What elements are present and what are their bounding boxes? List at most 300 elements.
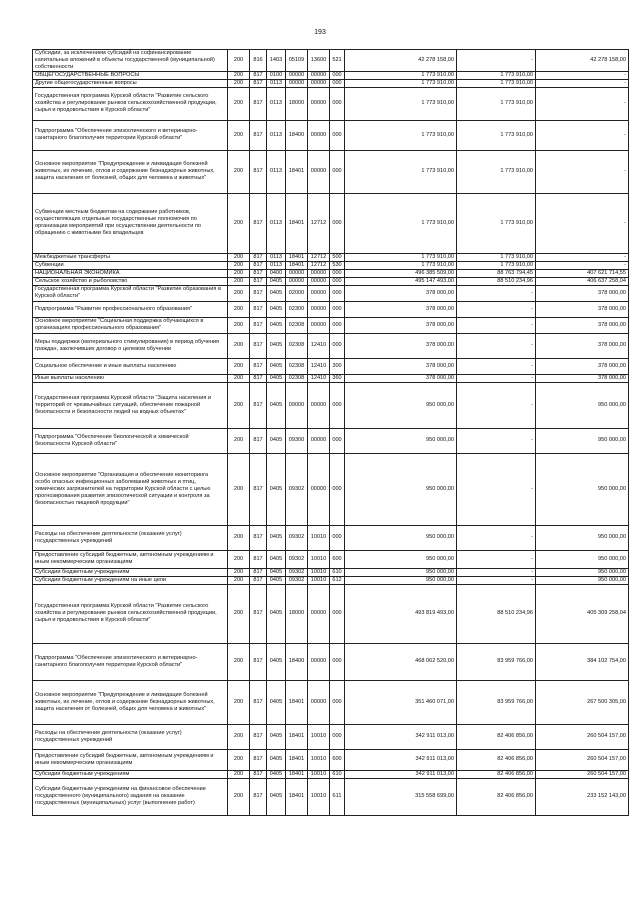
row-sum-regional: 950 000,00 [536, 382, 629, 428]
row-sum-regional: 406 637 258,04 [536, 277, 629, 285]
row-sum-regional: - [536, 193, 629, 253]
row-sum-total: 42 278 158,00 [345, 50, 457, 72]
row-name: Государственная программа Курской области "Развитие образования в Курской области" [33, 285, 228, 301]
row-ministry-code: 200 [228, 277, 250, 285]
row-sum-regional: 950 000,00 [536, 453, 629, 525]
row-target-code-2: 00000 [308, 120, 330, 150]
row-target-code-2: 10010 [308, 525, 330, 550]
row-target-code-2: 10010 [308, 576, 330, 584]
row-sum-regional: 378 000,00 [536, 333, 629, 358]
row-sum-total: 950 000,00 [345, 382, 457, 428]
row-target-code-2: 00000 [308, 428, 330, 453]
row-sum-total: 468 062 520,00 [345, 643, 457, 680]
row-expense-type: 000 [330, 333, 345, 358]
row-name: Иные выплаты населению [33, 374, 228, 382]
row-target-code-2: 12410 [308, 358, 330, 374]
row-name: Субвенции [33, 261, 228, 269]
row-section-code: 0405 [267, 584, 286, 643]
row-sum-regional: 260 504 157,00 [536, 724, 629, 749]
row-section-code: 0405 [267, 770, 286, 778]
row-name: Сельское хозяйство и рыболовство [33, 277, 228, 285]
row-expense-type: 000 [330, 120, 345, 150]
row-target-code-2: 00000 [308, 453, 330, 525]
row-ministry-code: 200 [228, 71, 250, 79]
row-sum-regional: 233 152 143,00 [536, 778, 629, 815]
row-section-code: 1403 [267, 50, 286, 72]
row-section-code: 0405 [267, 428, 286, 453]
row-expense-type: 600 [330, 550, 345, 568]
row-ministry-sub-code: 817 [250, 525, 267, 550]
row-sum-federal: 1 773 910,00 [457, 79, 536, 87]
row-target-code-2: 10010 [308, 550, 330, 568]
row-expense-type: 610 [330, 770, 345, 778]
row-sum-total: 351 460 071,00 [345, 680, 457, 724]
row-sum-total: 1 773 910,00 [345, 150, 457, 193]
row-ministry-sub-code: 817 [250, 79, 267, 87]
row-ministry-sub-code: 817 [250, 770, 267, 778]
row-name: Субсидии бюджетным учреждениям на иные цели [33, 576, 228, 584]
row-target-code-2: 13600 [308, 50, 330, 72]
row-target-code-1: 18401 [286, 253, 308, 261]
row-sum-federal: 83 959 766,00 [457, 680, 536, 724]
row-ministry-sub-code: 817 [250, 269, 267, 277]
row-target-code-1: 09302 [286, 525, 308, 550]
row-ministry-code: 200 [228, 453, 250, 525]
row-section-code: 0405 [267, 568, 286, 576]
table-row [33, 428, 629, 453]
row-expense-type: 000 [330, 87, 345, 120]
row-ministry-sub-code: 817 [250, 382, 267, 428]
row-ministry-sub-code: 817 [250, 584, 267, 643]
row-target-code-2: 00000 [308, 382, 330, 428]
table-row [33, 150, 629, 193]
row-sum-federal: - [457, 285, 536, 301]
row-name: Основное мероприятие "Социальная поддержка обучающихся в организациях профессионального образования" [33, 317, 228, 333]
row-sum-regional: 378 000,00 [536, 358, 629, 374]
row-target-code-2: 00000 [308, 285, 330, 301]
row-ministry-sub-code: 817 [250, 428, 267, 453]
row-sum-total: 950 000,00 [345, 568, 457, 576]
row-target-code-1: 18400 [286, 120, 308, 150]
table-row [33, 724, 629, 749]
table-row [33, 317, 629, 333]
row-sum-federal: - [457, 358, 536, 374]
row-sum-total: 950 000,00 [345, 453, 457, 525]
row-target-code-1: 09300 [286, 428, 308, 453]
row-section-code: 0405 [267, 374, 286, 382]
row-sum-federal: 1 773 910,00 [457, 150, 536, 193]
table-row [33, 643, 629, 680]
row-sum-total: 342 911 013,00 [345, 770, 457, 778]
row-expense-type: 521 [330, 50, 345, 72]
table-row [33, 285, 629, 301]
row-name: Субвенции местным бюджетам на содержание работников, осуществляющих отдельные государственные полномочия по организации мероприятий при осуществлении деятельности по обращению с животными без владельцев [33, 193, 228, 253]
row-sum-total: 950 000,00 [345, 428, 457, 453]
table-row [33, 374, 629, 382]
row-target-code-2: 00000 [308, 277, 330, 285]
row-sum-federal: - [457, 333, 536, 358]
row-expense-type: 000 [330, 584, 345, 643]
row-target-code-1: 09302 [286, 453, 308, 525]
row-sum-federal: - [457, 317, 536, 333]
row-ministry-code: 200 [228, 301, 250, 317]
row-section-code: 0405 [267, 358, 286, 374]
row-section-code: 0113 [267, 261, 286, 269]
row-sum-regional: - [536, 79, 629, 87]
row-target-code-1: 18401 [286, 680, 308, 724]
row-sum-federal: 1 773 910,00 [457, 253, 536, 261]
row-sum-regional: 378 000,00 [536, 374, 629, 382]
row-section-code: 0405 [267, 724, 286, 749]
row-ministry-sub-code: 817 [250, 301, 267, 317]
table-row [33, 333, 629, 358]
row-sum-total: 950 000,00 [345, 525, 457, 550]
row-ministry-sub-code: 817 [250, 150, 267, 193]
row-section-code: 0400 [267, 269, 286, 277]
row-ministry-code: 200 [228, 87, 250, 120]
row-sum-federal: 1 773 910,00 [457, 71, 536, 79]
row-sum-regional: 950 000,00 [536, 428, 629, 453]
row-target-code-2: 10010 [308, 749, 330, 770]
row-expense-type: 000 [330, 71, 345, 79]
row-ministry-code: 200 [228, 285, 250, 301]
row-ministry-code: 200 [228, 50, 250, 72]
row-section-code: 0113 [267, 253, 286, 261]
row-ministry-sub-code: 817 [250, 358, 267, 374]
row-name: Межбюджетные трансферты [33, 253, 228, 261]
row-ministry-sub-code: 817 [250, 680, 267, 724]
row-target-code-2: 00000 [308, 79, 330, 87]
row-target-code-1: 18401 [286, 724, 308, 749]
table-row [33, 301, 629, 317]
row-sum-federal: 1 773 910,00 [457, 87, 536, 120]
row-section-code: 0113 [267, 150, 286, 193]
row-ministry-sub-code: 816 [250, 50, 267, 72]
row-sum-regional: - [536, 71, 629, 79]
row-sum-federal: 88 510 234,96 [457, 584, 536, 643]
row-target-code-1: 00000 [286, 269, 308, 277]
row-sum-total: 496 385 509,00 [345, 269, 457, 277]
row-ministry-code: 200 [228, 333, 250, 358]
row-sum-regional: - [536, 261, 629, 269]
table-row [33, 120, 629, 150]
row-expense-type: 600 [330, 749, 345, 770]
row-sum-total: 950 000,00 [345, 576, 457, 584]
row-sum-total: 1 773 910,00 [345, 87, 457, 120]
row-target-code-1: 00000 [286, 79, 308, 87]
row-ministry-code: 200 [228, 770, 250, 778]
row-ministry-sub-code: 817 [250, 778, 267, 815]
row-section-code: 0113 [267, 79, 286, 87]
row-sum-federal: 82 406 856,00 [457, 770, 536, 778]
row-target-code-2: 12712 [308, 261, 330, 269]
row-sum-total: 378 000,00 [345, 358, 457, 374]
row-sum-federal: 88 763 794,45 [457, 269, 536, 277]
row-sum-total: 378 000,00 [345, 285, 457, 301]
row-expense-type: 611 [330, 778, 345, 815]
row-name: Субсидии бюджетным учреждениям [33, 770, 228, 778]
row-target-code-1: 09302 [286, 576, 308, 584]
row-target-code-1: 05109 [286, 50, 308, 72]
row-sum-regional: - [536, 150, 629, 193]
row-sum-federal: - [457, 301, 536, 317]
row-sum-total: 342 911 013,00 [345, 724, 457, 749]
table-row [33, 261, 629, 269]
row-target-code-1: 18000 [286, 584, 308, 643]
row-expense-type: 610 [330, 568, 345, 576]
row-target-code-1: 02000 [286, 285, 308, 301]
row-section-code: 0405 [267, 285, 286, 301]
row-expense-type: 000 [330, 453, 345, 525]
row-ministry-code: 200 [228, 428, 250, 453]
row-target-code-1: 18401 [286, 193, 308, 253]
table-row [33, 358, 629, 374]
row-section-code: 0405 [267, 301, 286, 317]
row-section-code: 0113 [267, 193, 286, 253]
row-ministry-code: 200 [228, 724, 250, 749]
row-sum-federal: - [457, 576, 536, 584]
row-sum-federal: 1 773 910,00 [457, 193, 536, 253]
row-ministry-sub-code: 817 [250, 87, 267, 120]
row-target-code-2: 00000 [308, 584, 330, 643]
row-name: Субсидии, за исключением субсидий на софинансирование капитальных вложений в объекты государственной (муниципальной) собственности [33, 50, 228, 72]
table-row [33, 453, 629, 525]
row-target-code-1: 18401 [286, 261, 308, 269]
row-sum-regional: 260 504 157,00 [536, 749, 629, 770]
row-expense-type: 000 [330, 643, 345, 680]
row-section-code: 0405 [267, 778, 286, 815]
row-ministry-code: 200 [228, 680, 250, 724]
table-row [33, 71, 629, 79]
row-sum-regional: 384 102 754,00 [536, 643, 629, 680]
row-section-code: 0405 [267, 382, 286, 428]
row-ministry-code: 200 [228, 150, 250, 193]
row-ministry-sub-code: 817 [250, 71, 267, 79]
row-target-code-2: 00000 [308, 680, 330, 724]
row-sum-total: 1 773 910,00 [345, 71, 457, 79]
row-target-code-1: 02300 [286, 301, 308, 317]
row-name: Социальное обеспечение и иные выплаты населению [33, 358, 228, 374]
row-sum-regional: 267 500 305,00 [536, 680, 629, 724]
table-row [33, 550, 629, 568]
row-name: Предоставление субсидий бюджетным, автономным учреждениям и иным некоммерческим организациям [33, 749, 228, 770]
row-ministry-sub-code: 817 [250, 261, 267, 269]
row-target-code-2: 00000 [308, 301, 330, 317]
row-target-code-2: 00000 [308, 71, 330, 79]
row-section-code: 0405 [267, 643, 286, 680]
row-name: Расходы на обеспечение деятельности (оказание услуг) государственных учреждений [33, 525, 228, 550]
row-name: Подпрограмма "Обеспечение биологической и химической безопасности Курской области" [33, 428, 228, 453]
row-target-code-2: 00000 [308, 150, 330, 193]
row-ministry-sub-code: 817 [250, 568, 267, 576]
row-sum-total: 378 000,00 [345, 374, 457, 382]
row-expense-type: 500 [330, 253, 345, 261]
row-sum-federal: 82 406 856,00 [457, 724, 536, 749]
row-sum-federal: - [457, 550, 536, 568]
row-name: Меры поддержки (материального стимулирования) в период обучения граждан, заключивших договор о целевом обучении [33, 333, 228, 358]
row-sum-regional: 950 000,00 [536, 568, 629, 576]
row-sum-total: 1 773 910,00 [345, 261, 457, 269]
row-ministry-code: 200 [228, 374, 250, 382]
row-ministry-code: 200 [228, 317, 250, 333]
table-row [33, 269, 629, 277]
row-sum-federal: - [457, 374, 536, 382]
row-name: Другие общегосударственные вопросы [33, 79, 228, 87]
row-target-code-1: 00000 [286, 71, 308, 79]
row-expense-type: 000 [330, 317, 345, 333]
row-ministry-sub-code: 817 [250, 317, 267, 333]
row-section-code: 0405 [267, 680, 286, 724]
row-ministry-code: 200 [228, 358, 250, 374]
table-row [33, 193, 629, 253]
row-sum-federal: - [457, 525, 536, 550]
row-sum-regional: 950 000,00 [536, 576, 629, 584]
row-target-code-2: 00000 [308, 87, 330, 120]
table-row [33, 680, 629, 724]
row-target-code-2: 10010 [308, 778, 330, 815]
row-ministry-sub-code: 817 [250, 120, 267, 150]
page-number: 193 [314, 29, 326, 36]
row-expense-type: 000 [330, 525, 345, 550]
row-name: ОБЩЕГОСУДАРСТВЕННЫЕ ВОПРОСЫ [33, 71, 228, 79]
table-row [33, 749, 629, 770]
row-expense-type: 360 [330, 374, 345, 382]
row-ministry-sub-code: 817 [250, 453, 267, 525]
row-name: Подпрограмма "Обеспечение эпизоотического и ветеринарно-санитарного благополучия территории Курской области" [33, 643, 228, 680]
row-section-code: 0405 [267, 277, 286, 285]
row-name: Основное мероприятие "Организация и обеспечение мониторинга особо опасных инфекционных заболеваний животных и птиц, химических загрязнителей на территории Курской области с целью прогнозирования развития эпизоотической ситуации и контроля за безопасностью пищевой продукции" [33, 453, 228, 525]
row-sum-total: 493 819 493,00 [345, 584, 457, 643]
row-sum-total: 378 000,00 [345, 301, 457, 317]
row-target-code-2: 00000 [308, 269, 330, 277]
row-section-code: 0405 [267, 333, 286, 358]
row-ministry-sub-code: 817 [250, 374, 267, 382]
row-sum-total: 342 911 013,00 [345, 749, 457, 770]
row-sum-total: 315 558 699,00 [345, 778, 457, 815]
row-target-code-1: 18401 [286, 778, 308, 815]
table-row [33, 277, 629, 285]
row-section-code: 0100 [267, 71, 286, 79]
table-row [33, 778, 629, 815]
table-body [33, 50, 629, 816]
table-row [33, 576, 629, 584]
row-expense-type: 530 [330, 261, 345, 269]
row-expense-type: 300 [330, 358, 345, 374]
row-section-code: 0405 [267, 453, 286, 525]
row-expense-type: 000 [330, 382, 345, 428]
row-expense-type: 000 [330, 301, 345, 317]
row-sum-total: 495 147 493,00 [345, 277, 457, 285]
row-sum-total: 1 773 910,00 [345, 79, 457, 87]
row-ministry-code: 200 [228, 576, 250, 584]
row-ministry-code: 200 [228, 261, 250, 269]
row-expense-type: 000 [330, 285, 345, 301]
row-expense-type: 000 [330, 724, 345, 749]
row-ministry-sub-code: 817 [250, 643, 267, 680]
row-expense-type: 000 [330, 150, 345, 193]
row-expense-type: 612 [330, 576, 345, 584]
row-target-code-2: 12410 [308, 333, 330, 358]
row-sum-regional: 42 278 158,00 [536, 50, 629, 72]
row-target-code-1: 02308 [286, 317, 308, 333]
row-ministry-code: 200 [228, 269, 250, 277]
table-row [33, 525, 629, 550]
row-expense-type: 000 [330, 269, 345, 277]
row-sum-regional: 260 504 157,00 [536, 770, 629, 778]
row-expense-type: 000 [330, 193, 345, 253]
row-name: Государственная программа Курской области "Защита населения и территорий от чрезвычайных ситуаций, обеспечение пожарной безопасности и безопасности людей на водных объектах" [33, 382, 228, 428]
row-target-code-1: 02308 [286, 358, 308, 374]
row-sum-regional: - [536, 253, 629, 261]
row-name: Субсидии бюджетным учреждениям [33, 568, 228, 576]
row-sum-federal: 88 510 234,96 [457, 277, 536, 285]
row-target-code-2: 12410 [308, 374, 330, 382]
row-ministry-sub-code: 817 [250, 193, 267, 253]
row-section-code: 0113 [267, 120, 286, 150]
row-sum-total: 950 000,00 [345, 550, 457, 568]
budget-table [32, 49, 629, 816]
row-ministry-code: 200 [228, 550, 250, 568]
row-expense-type: 000 [330, 680, 345, 724]
row-target-code-1: 18000 [286, 87, 308, 120]
table-row [33, 770, 629, 778]
row-target-code-2: 10010 [308, 770, 330, 778]
row-ministry-code: 200 [228, 778, 250, 815]
row-sum-federal: - [457, 453, 536, 525]
row-sum-regional: 407 621 714,55 [536, 269, 629, 277]
row-ministry-code: 200 [228, 253, 250, 261]
row-sum-federal: 83 959 766,00 [457, 643, 536, 680]
row-section-code: 0405 [267, 550, 286, 568]
row-ministry-code: 200 [228, 193, 250, 253]
table-row [33, 568, 629, 576]
row-ministry-code: 200 [228, 525, 250, 550]
table-row [33, 253, 629, 261]
row-target-code-1: 18401 [286, 770, 308, 778]
row-ministry-sub-code: 817 [250, 285, 267, 301]
row-target-code-1: 00000 [286, 277, 308, 285]
row-name: Основное мероприятие "Предупреждение и ликвидация болезней животных, их лечение, отлов и содержание безнадзорных животных, защита населения от болезней, общих для человека и животных" [33, 680, 228, 724]
row-sum-total: 1 773 910,00 [345, 253, 457, 261]
row-ministry-code: 200 [228, 643, 250, 680]
row-ministry-code: 200 [228, 568, 250, 576]
row-ministry-code: 200 [228, 120, 250, 150]
row-name: Основное мероприятие "Предупреждение и ликвидация болезней животных, их лечение, отлов и содержание безнадзорных животных, защита населения от болезней, общих для человека и животных" [33, 150, 228, 193]
row-target-code-2: 00000 [308, 317, 330, 333]
row-target-code-1: 09302 [286, 550, 308, 568]
row-ministry-code: 200 [228, 749, 250, 770]
row-name: Подпрограмма "Развитие профессионального образования" [33, 301, 228, 317]
row-sum-federal: - [457, 50, 536, 72]
row-ministry-sub-code: 817 [250, 277, 267, 285]
row-sum-total: 378 000,00 [345, 317, 457, 333]
row-ministry-code: 200 [228, 79, 250, 87]
row-target-code-1: 02308 [286, 333, 308, 358]
row-ministry-sub-code: 817 [250, 576, 267, 584]
row-name: Расходы на обеспечение деятельности (оказание услуг) государственных учреждений [33, 724, 228, 749]
row-expense-type: 000 [330, 79, 345, 87]
table-row [33, 87, 629, 120]
row-name: НАЦИОНАЛЬНАЯ ЭКОНОМИКА [33, 269, 228, 277]
row-name: Субсидии бюджетным учреждениям на финансовое обеспечение государственного (муниципального) задания на оказание государственных (муниципальных) услуг (выполнение работ) [33, 778, 228, 815]
row-sum-federal: - [457, 382, 536, 428]
row-target-code-2: 12712 [308, 253, 330, 261]
row-section-code: 0405 [267, 525, 286, 550]
row-sum-regional: 950 000,00 [536, 550, 629, 568]
row-target-code-2: 10010 [308, 724, 330, 749]
row-target-code-1: 09000 [286, 382, 308, 428]
table-row [33, 79, 629, 87]
